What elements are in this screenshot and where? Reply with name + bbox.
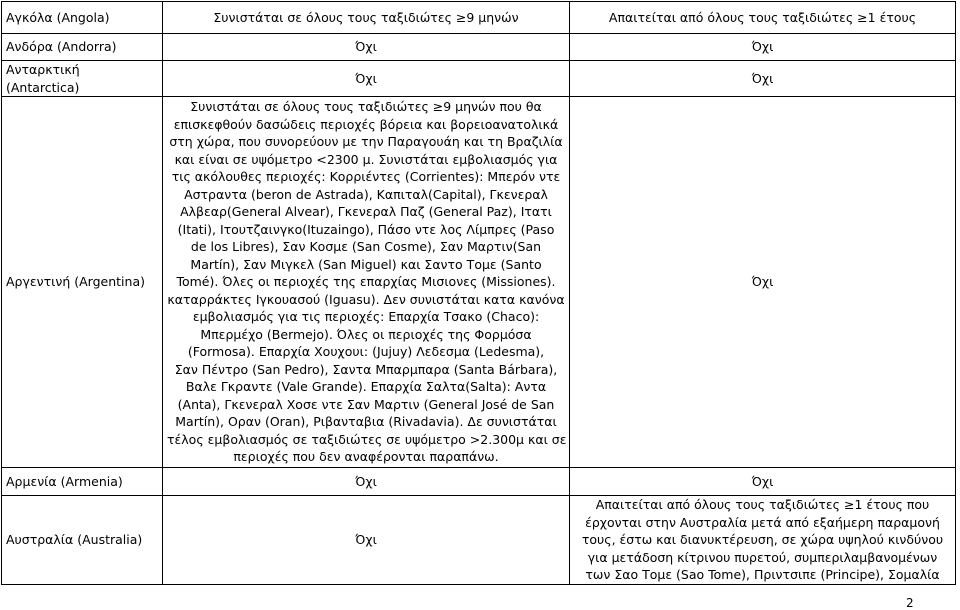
cell-line: τέλος εμβολιασμός σε ταξιδιώτες σε υψόμετρο >2.300μ και σε [167, 431, 567, 447]
requirement-cell [570, 97, 956, 468]
cell-line: Martín), Σαν Μιγκελ (San Miguel) και Σαντο Τομε (Santo [190, 256, 542, 272]
cell-line: Όχι [355, 39, 377, 55]
requirement-cell [570, 61, 956, 97]
cell-line: (Itati), Ιτουτζαινγκο(Ituzaingo), Πάσο ντε λος Λίμπρες (Paso [177, 221, 555, 237]
recommendation-cell [163, 34, 570, 61]
cell-line: Βαλε Γκραντε (Vale Grande). Επαρχία Σαλτα(Salta): Αντα [185, 379, 547, 395]
cell-line: (Formosa). Επαρχία Χουχουι: (Jujuy) Λεδεσμα (Ledesma), [187, 344, 545, 360]
country-cell [2, 61, 163, 97]
table-row-antarctica [2, 61, 956, 97]
cell-line: Αστραντα (beron de Astrada), Καπιταλ(Capital), Γκενεραλ [184, 186, 548, 202]
cell-line: Όχι [751, 473, 774, 489]
country-cell: Αυστραλία (Australia) [2, 496, 163, 585]
cell-line: Απαιτείται από όλους τους ταξιδιώτες ≥1 έτους που [595, 497, 930, 512]
cell-line: Όχι [355, 473, 377, 489]
cell-line: Όχι [751, 39, 774, 55]
table-row-angola [2, 2, 956, 34]
cell-line: έρχονται στην Αυστραλία μετά από εξαήμερη παραμονή [585, 514, 940, 530]
table-row-australia [2, 496, 956, 585]
recommendation-cell [163, 468, 570, 496]
cell-line: Απαιτείται από όλους τους ταξιδιώτες ≥1 έτους [608, 9, 917, 25]
cell-line: Όχι [355, 70, 377, 86]
cell-line: Συνιστάται σε όλους τους ταξιδιώτες ≥9 μηνών που θα [190, 99, 542, 115]
cell-line: στη χώρα, που συνορεύουν με την Παραγουάη και τη Βραζιλία [169, 134, 563, 150]
country-cell: Αρμενία (Armenia) [2, 468, 163, 496]
table-row-argentina [2, 97, 956, 468]
vaccination-table [1, 1, 956, 585]
requirement-cell [570, 496, 956, 585]
cell-line: de los Libres), Σαν Κοσμε (San Cosme), Σαν Μαρτιν(San [190, 239, 542, 255]
cell-line: Σαν Πέντρο (San Pedro), Σαντα Μπαρμπαρα (Santa Bárbara), [174, 361, 558, 377]
cell-line: (Anta), Γκενεραλ Χοσε ντε Σαν Μαρτιν (General José de San [177, 396, 555, 412]
table-row-armenia [2, 468, 956, 496]
table-row-andorra [2, 34, 956, 61]
cell-line: Αλβεαρ(General Alvear), Γκενεραλ Παζ (General Paz), Ιτατι [180, 204, 552, 220]
cell-line: Όχι [751, 274, 774, 290]
recommendation-cell [163, 496, 570, 585]
recommendation-cell [163, 2, 570, 34]
cell-line: των Σαο Τομε (Sao Tome), Πριντσιπε (Principe), Σομαλία [585, 567, 940, 582]
page-number: 2 [906, 596, 914, 610]
recommendation-cell [163, 61, 570, 97]
country-line: (Antarctica) [6, 79, 80, 95]
cell-line: επισκεφθούν δασώδεις περιοχές βόρεια και βορειοανατολικά [173, 116, 559, 132]
country-cell: Αγκόλα (Angola) [2, 2, 163, 34]
cell-line: περιοχές που δεν αναφέρονται παραπάνω. [233, 449, 499, 465]
requirement-cell [570, 34, 956, 61]
requirement-cell [570, 468, 956, 496]
country-cell: Αργεντινή (Argentina) [2, 97, 163, 468]
cell-line: Tomé). Όλες οι περιοχές της επαρχίας Μισιονες (Missiones). [176, 274, 556, 290]
cell-line: τους, έστω και διανυκτέρευση, σε χώρα υψηλού κινδύνου [581, 532, 944, 547]
cell-line: Συνιστάται σε όλους τους ταξιδιώτες ≥9 μηνών [213, 9, 519, 25]
cell-line: καταρράκτες Ιγκουασού (Iguasu). Δεν συνιστάται κατα κανόνα [167, 291, 565, 307]
cell-line: Όχι [751, 70, 774, 86]
cell-line: Martín), Οραν (Oran), Ριβανταβια (Rivadavia). Δε συνιστάται [175, 414, 557, 430]
recommendation-cell [163, 97, 570, 468]
cell-line: τις ακόλουθες περιοχές: Κορριέντες (Corrientes): Μπερόν ντε [171, 169, 561, 185]
country-line: Ανταρκτική [6, 62, 80, 77]
cell-line: Όχι [355, 532, 377, 547]
requirement-cell [570, 2, 956, 34]
cell-line: και είναι σε υψόμετρο <2300 μ. Συνιστάται εμβολιασμός για [174, 151, 558, 167]
country-cell: Ανδόρα (Andorra) [2, 34, 163, 61]
cell-line: εμβολιασμός για τις περιοχές: Επαρχία Τσακο (Chaco): [192, 309, 540, 325]
cell-line: για μετάδοση κίτρινου πυρετού, συμπεριλαμβανομένων [587, 549, 938, 565]
cell-line: Μπερμέχο (Bermejo). Όλες οι περιοχές της Φορμόσα [200, 326, 532, 342]
